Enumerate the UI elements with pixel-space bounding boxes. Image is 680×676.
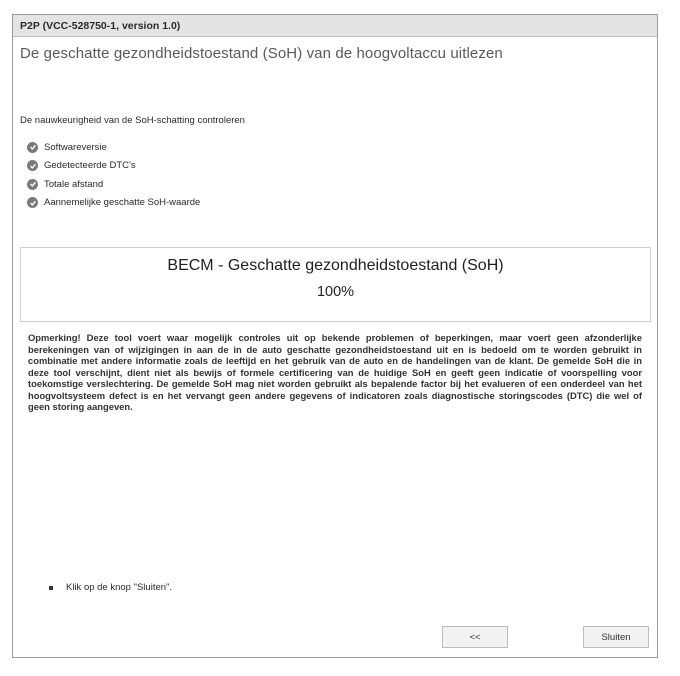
soh-value: 100% (316, 284, 355, 300)
instruction-text: Klik op de knop "Sluiten". (66, 582, 173, 593)
check-item-label: Totale afstand (44, 178, 104, 190)
check-circle-icon (27, 179, 38, 190)
check-item-soh-value (27, 194, 200, 213)
check-item-software (27, 138, 200, 157)
check-list (27, 138, 200, 212)
back-button[interactable]: << (442, 626, 508, 648)
page-title: De geschatte gezondheidstoestand (SoH) van de hoogvoltaccu uitlezen (20, 45, 503, 62)
soh-result-panel (20, 247, 651, 322)
dialog-window (12, 14, 658, 658)
check-item-distance (27, 175, 200, 194)
check-circle-icon (27, 197, 38, 208)
check-circle-icon (27, 142, 38, 153)
close-button[interactable]: Sluiten (583, 626, 649, 648)
check-circle-icon (27, 160, 38, 171)
instruction (49, 582, 172, 593)
bullet-icon (49, 586, 53, 590)
check-item-label: Softwareversie (44, 141, 107, 153)
check-item-label: Gedetecteerde DTC's (44, 160, 136, 172)
result-title: BECM - Geschatte gezondheidstoestand (SoH) (167, 257, 504, 274)
disclaimer-note: Opmerking! Deze tool voert waar mogelijk controles uit op bekende problemen of beperkingen, maar voert geen afzonderlijke berekeningen van of wijzigingen in aan de in de auto geschatte gezondheidstoestand uit en is bedoeld om te worden gebruikt in combinatie met andere informatie zoals de leeftijd en het gebruik van de auto en de handelingen van de klant. De gemelde SoH die in deze tool verschijnt, dient niet als bewijs of formele certificering van de huidige SoH en geeft geen indicatie of voorspelling voor toekomstige verslechtering. De gemelde SoH mag niet worden gebruikt als bepalende factor bij het evalueren of een onderdeel van het hoogvoltsysteem defect is en het vervangt geen andere gegevens of indicatoren zoals diagnostische storingscodes (DTC) die wel of geen storing aangeven. (28, 332, 642, 412)
window-title: P2P (VCC-528750-1, version 1.0) (13, 15, 657, 37)
check-item-label: Aannemelijke geschatte SoH-waarde (44, 197, 201, 209)
checks-label: De nauwkeurigheid van de SoH-schatting controleren (20, 115, 245, 126)
check-item-dtc (27, 157, 200, 176)
